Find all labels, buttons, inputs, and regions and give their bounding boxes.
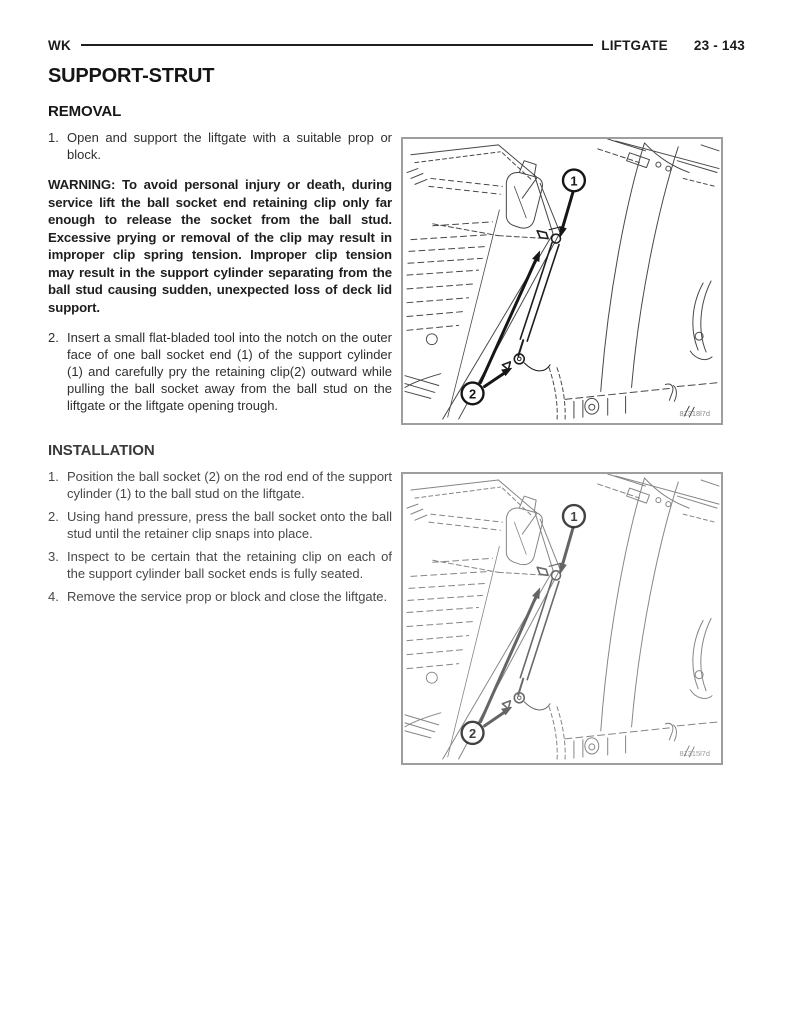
callout-2-badge: [462, 722, 484, 744]
page-number: 23 - 143: [693, 37, 745, 53]
callout-2-badge: [462, 383, 484, 405]
header-rule: [81, 44, 593, 46]
text-column: [48, 64, 392, 611]
step-number: 2.: [48, 330, 59, 345]
callout-1-badge: [563, 505, 585, 527]
support-strut-removal-diagram: [401, 137, 723, 425]
page-title: SUPPORT-STRUT: [48, 65, 215, 87]
callout-2-label: 2: [468, 725, 477, 741]
installation-section: [48, 442, 392, 605]
step-text: Remove the service prop or block and close the liftgate.: [67, 589, 388, 604]
step-text: Using hand pressure, press the ball socket onto the ball stud until the retainer clip snaps into place.: [67, 509, 392, 541]
callout-1-badge: [563, 170, 585, 192]
installation-step-1: [48, 468, 392, 502]
callout-1-label: 1: [570, 173, 578, 189]
removal-step-1: [48, 129, 392, 163]
step-number: 3.: [48, 549, 59, 564]
page-header: [48, 36, 745, 54]
installation-step-2: [48, 508, 392, 542]
step-text: Insert a small flat-bladed tool into the notch on the outer face of one ball socket end (1) of the support cylinder (1) and carefully pry the retaining clip(2) outward while pulling the ball socket away from the ball stud on the liftgate or the liftgate opening trough.: [67, 330, 392, 413]
figure-code: 81318l7d: [679, 409, 711, 419]
step-text: Position the ball socket (2) on the rod end of the support cylinder (1) to the ball stud on the liftgate.: [67, 469, 392, 501]
step-number: 1.: [48, 469, 59, 484]
step-number: 2.: [48, 509, 59, 524]
support-strut-installation-diagram: [401, 472, 723, 765]
removal-heading: REMOVAL: [48, 103, 122, 120]
step-text: Open and support the liftgate with a suitable prop or block.: [67, 130, 392, 162]
installation-heading: INSTALLATION: [48, 442, 155, 459]
callout-2-label: 2: [468, 386, 477, 402]
warning-text: WARNING: To avoid personal injury or death, during service lift the ball socket end retaining clip only far enough to release the socket from the ball stud. Excessive prying or removal of the clip may result in improper clip spring tension. Improper clip tension may result in the support cylinder separating from the ball stud causing sudden, unexpected loss of deck lid support.: [48, 177, 392, 315]
step-number: 1.: [48, 130, 59, 145]
removal-section: [48, 103, 392, 414]
step-number: 4.: [48, 589, 59, 604]
step-text: Inspect to be certain that the retaining clip on each of the support cylinder ball socket ends is fully seated.: [67, 549, 392, 581]
callout-1-label: 1: [570, 509, 578, 525]
installation-step-4: [48, 588, 392, 605]
installation-step-3: [48, 548, 392, 582]
model-code: WK: [48, 37, 71, 53]
figure-code: 81315l7d: [679, 748, 711, 758]
removal-step-2: [48, 329, 392, 414]
section-label: LIFTGATE: [601, 37, 668, 53]
